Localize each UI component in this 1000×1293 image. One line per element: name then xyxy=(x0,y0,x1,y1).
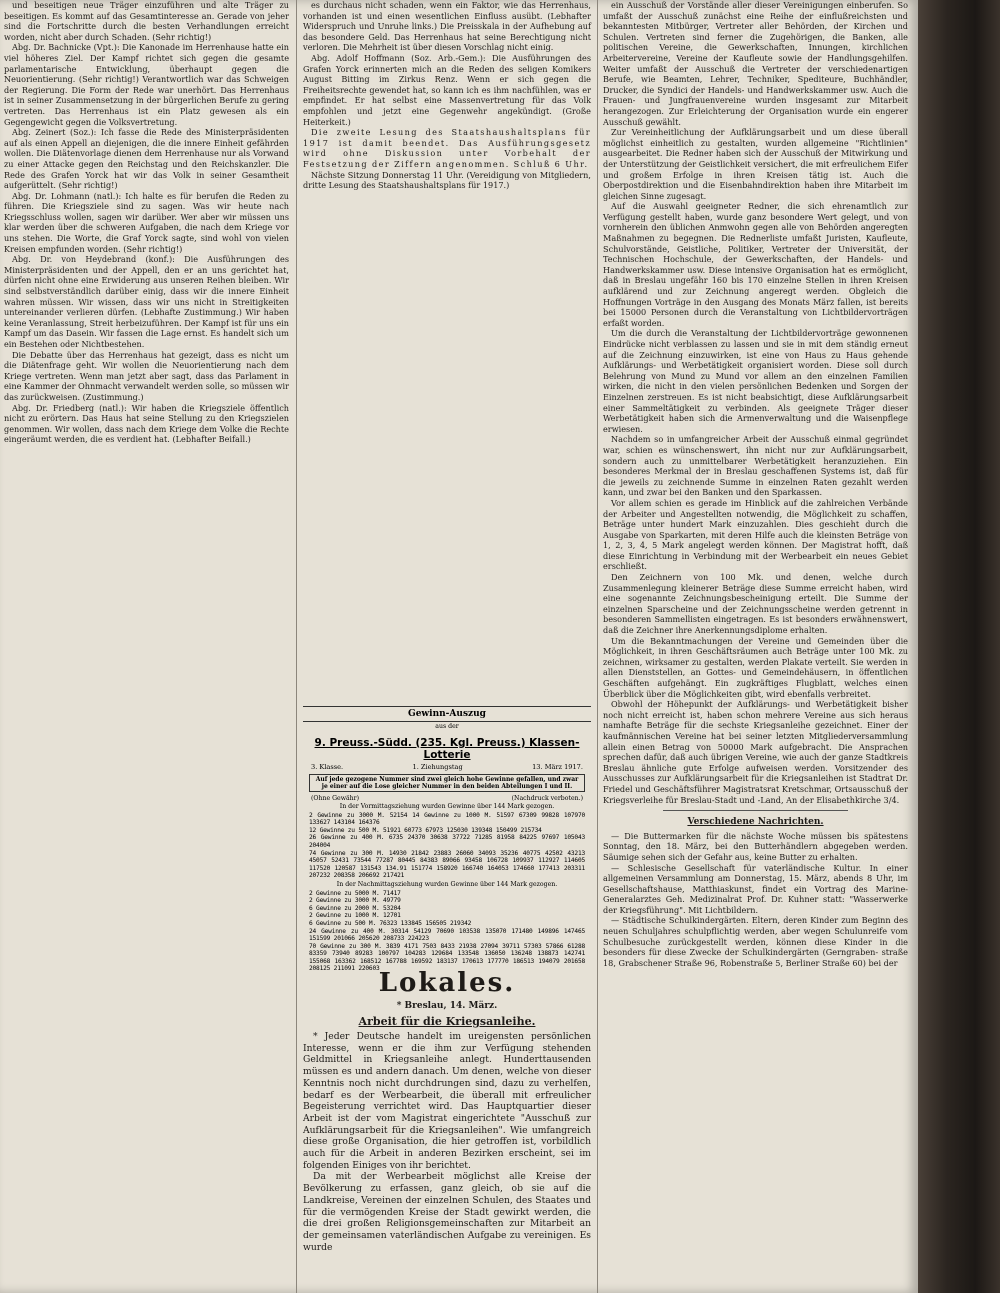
lottery-result-line: 26 Gewinne zu 400 M. 6735 24370 30638 37722 71285 81958 84225 97697 105043 204004 xyxy=(309,834,585,849)
section-title: Lokales. xyxy=(378,968,516,998)
lottery-draw-info xyxy=(311,763,583,771)
article-paragraph: Vor allem schien es gerade im Hinblick auf die zahlreichen Verbände der Arbeiter und Angestellten notwendig, die Möglichkeit zu schaffen, Beträge unter hundert Mark einzuzahlen. Dies geschieht durch die Ausgabe von Sparkarten, mit deren Hilfe auch die kleinsten Beträge von 1, 2, 3, 4, 5 Mark angelegt werden können. Der Magistrat hofft, daß diese Einrichtung in Verbindung mit der Werbearbeit ein neues Gebiet erschließt. xyxy=(603,497,908,572)
no-guarantee-label: (Ohne Gewähr) xyxy=(311,795,360,802)
debate-paragraph: Abg. Zeinert (Soz.): Ich fasse die Rede des Ministerpräsidenten auf als einen Appell an diejenigen, die die innere Einheit gefährden wollen. Die Diätenvorlage dienen dem Herrenhause nur als Vorwand zu einer Attacke gegen den Reichstag und den Reichskanzler. Die Rede des Grafen Yorck hat wir das Volk in seiner Gesamtheit aufgerüttelt. (Sehr richtig!) xyxy=(4,127,289,191)
news-item: — Schlesische Gesellschaft für vaterländische Kultur. In einer allgemeinen Versammlung am Donnerstag, 15. März, abends 8 Uhr, im Gesellschaftshause, Matthiaskunst, findet ein Vortrag des Marine-Generalarztes Geh. Medizinalrat Prof. Dr. Kuhner statt: "Wasserwerke der Kriegsführung". Mit Lichtbildern. xyxy=(603,862,908,915)
lottery-result-line: 2 Gewinne zu 3000 M. 49779 xyxy=(309,897,401,905)
debate-paragraph: es durchaus nicht schaden, wenn ein Faktor, wie das Herrenhaus, vorhanden ist und einen wesentlichen Einfluss ausübt. (Lebhafter Widerspruch und Unruhe links.) Die Preisskala in der Aufhebung auf das besondere Geld. Das Herrenhaus hat seine Berechtigung nicht verloren. Die Mehrheit ist über diesen Vorschlag nicht einig. xyxy=(303,0,591,53)
article-paragraph: Auf die Auswahl geeigneter Redner, die sich ehrenamtlich zur Verfügung gestellt haben, wurde ganz besondere Wert gelegt, und von vornherein den üblichen Anmwohn gegen alle von Behörden angeregten Maßnahmen zu begegnen. Die Rednerliste umfaßt Juristen, Kaufleute, Schulvorstände, Geistliche, Politiker, Vertreter der Universität, der Technischen Hochschule, der Gewerkschaften, der Handels- und Handwerkskammer usw. Diese intensive Organisation hat es ermöglicht, daß in Breslau ungefähr 160 bis 170 einzelne Stellen in ihren Kreisen aufklärend und zur Zeichnung angeregt werden. Obgleich die Hoffnungen Vorträge in den Ausgang des Monats März fallen, ist bereits bei 15000 Personen durch die Veranstaltung von Lichtbildervorträgen erfaßt worden. xyxy=(603,201,908,328)
lottery-klasse: 3. Klasse. xyxy=(311,762,344,771)
news-item: — Städtische Schulkindergärten. Eltern, deren Kinder zum Beginn des neuen Schuljahres schulpflichtig werden, aber wegen Schulunreife vom Schulbesuche zurückgestellt werden, können diese Kinder in die besonders für diese Zwecke der Schulkindergärten (Gerngraben- straße 18, Grabschener Straße 96, Robenstraße 5, Berliner Straße 60) bei der xyxy=(603,915,908,968)
column-war-loan-article xyxy=(603,0,908,1293)
lottery-subheader: aus der xyxy=(435,723,459,730)
lottery-result-line: 74 Gewinne zu 300 M. 14930 21842 23883 26060 34093 35236 40775 42502 43213 45057 52431 73544 77287 80445 84383 89066 93458 106728 109937 112927 114605 117520 120587 131543 134.91 151774 158920 166740 164053 174660 177413 203311 207232 208358 206692 217421 xyxy=(309,849,585,880)
column-rule xyxy=(597,0,598,1293)
lottery-result-line: 2 Gewinne zu 5000 M. 71417 xyxy=(309,889,401,897)
budget-reading-notice: Die zweite Lesung des Staatshaushaltsplans für 1917 ist damit beendet. Das Ausführungsgesetz wird ohne Diskussion unter Vorbehalt der Festsetzung der Ziffern angenommen. Schluß 6 Uhr. xyxy=(303,127,591,169)
lottery-result-line: 24 Gewinne zu 400 M. 30314 54129 70690 103538 135070 171480 149896 147465 151599 201066 205620 208733 224223 xyxy=(309,927,585,943)
article-title: Arbeit für die Kriegsanleihe. xyxy=(358,1015,536,1028)
lottery-header: Gewinn-Auszug xyxy=(303,706,591,722)
article-body xyxy=(303,1031,591,1253)
news-item: — Die Buttermarken für die nächste Woche müssen bis spätestens Sonntag, den 18. März, bei den Butterhändlern abgegeben werden. Säumige sehen sich der Gefahr aus, keine Butter zu erhalten. xyxy=(603,830,908,862)
column-rule xyxy=(296,0,297,1293)
article-paragraph: ein Ausschuß der Vorstände aller dieser Vereinigungen einberufen. So umfaßt der Ausschuß zunächst eine Reihe der einflußreichsten und bekanntesten Mitbürger, Vertreter aller Behörden, der Kirchen und Schulen. Vertreten sind ferner die Zugehörigen, die Banken, alle politischen Vereine, die Gewerkschaften, Innungen, kirchlichen Arbeitervereine, Vereine der Kaufleute sowie der Handlungsgehilfen. Weiter umfaßt der Ausschuß die Vertreter der verschiedenartigen Berufe, wie Beamten, Lehrer, Techniker, Spediteure, Buchhändler, Drucker, die Syndici der Handels- und Handwerkskammer usw. Auch die Frauen- und Jungfrauenvereine wurden insgesamt zur Mitarbeit herangezogen. Zur Erleichterung der Organisation wurde ein engerer Ausschuß gewählt. xyxy=(603,0,908,127)
lottery-result-line: 12 Gewinne zu 500 M. 51921 60773 67973 125030 139348 150499 215734 xyxy=(309,826,542,834)
next-session-notice: Nächste Sitzung Donnerstag 11 Uhr. (Vereidigung von Mitgliedern, dritte Lesung des Staatshaushaltsplans für 1917.) xyxy=(303,169,591,191)
article-paragraph: Nachdem so in umfangreicher Arbeit der Ausschuß einmal gegründet war, schien es wünschenswert, ihn nicht nur zur Aufklärungsarbeit, sondern auch zu unmittelbarer Werbetätigkeit heranzuziehen. Ein besonderes Merkmal der in Breslau geschaffenen Systems ist, daß für die jeweils zu zeichnende Summe in einzelnen Raten gezahlt werden kann, und zwar bei den Banken und den Sparkassen. xyxy=(603,434,908,498)
lottery-notice: Auf jede gezogene Nummer sind zwei gleich hohe Gewinne gefallen, und zwar je einer auf die Lose gleicher Nummer in den beiden Abteilungen I und II. xyxy=(309,774,585,792)
debate-paragraph: Abg. Adolf Hoffmann (Soz. Arb.-Gem.): Die Ausführungen des Grafen Yorck erinnerten mich an die Reden des seligen Komikers August Bitting im Zirkus Renz. Wenn er sich gegen die Freiheitsrechte gewendet hat, so kann ich es ihm nachfühlen, was er empfindet. Er hat selbst eine Massenvertretung für das Volk empfohlen und jetzt eine Gegenwehr angekündigt. (Große Heiterkeit.) xyxy=(303,52,591,127)
news-heading: Verschiedene Nachrichten. xyxy=(687,817,824,828)
no-reprint-label: (Nachdruck verboten.) xyxy=(511,795,583,802)
article-paragraph: Zur Vereinheitlichung der Aufklärungsarbeit und um diese überall möglichst einheitlich zu gestalten, wurden allgemeine "Richtlinien" ausgearbeitet. Die Redner haben sich der Ausschuß der Mitwirkung und der Unterstützung der Geistlichkeit versichert, die mit erfreulichem Eifer und großem Erfolge in ihren Kreisen tätig ist. Auch die Oberpostdirektion und die Eisenbahndirektion haben ihre Mitarbeit im gleichen Sinne zugesagt. xyxy=(603,127,908,201)
lottery-meta xyxy=(311,795,583,802)
dateline: * Breslau, 14. März. xyxy=(396,1001,498,1011)
article-paragraph: Um die durch die Veranstaltung der Lichtbildervorträge gewonnenen Eindrücke nicht verblassen zu lassen und sie in mit dem ständig erneut auf die Zeichnung einzuwirken, ist eine von Haus zu Haus gehende Aufklärungs- und Werbetätigkeit organisiert worden. Diese soll durch Belehrung von Mund zu Mund vor allem an den einzelnen Familien wirken, die nicht in den vielen persönlichen Bedenken und Sorgen der Einzelnen zerstreuen. Es ist nicht beabsichtigt, diese Aufklärungsarbeit einer Sammeltätigkeit zu verbinden. Als geeignete Träger dieser Werbetätigkeit haben sich die Armenverwaltung und die Waisenpflege erwiesen. xyxy=(603,328,908,434)
lottery-result-line: 2 Gewinne zu 3000 M. 52154 14 Gewinne zu 1000 M. 51597 67309 99828 107970 133627 143104 164376 xyxy=(309,811,585,827)
article-paragraph: Da mit der Werbearbeit möglichst alle Kreise der Bevölkerung zu erfassen, ganz gleich, ob sie auf die Landkreise, Vereinen der einzelnen Schulen, des Staates und für die vermögenden Kreise der Stadt gewirkt werden, die die drei großen Religionsgemeinschaften zur Mitarbeit an der gemeinsamen vaterländischen Aufgabe zu vereinigen. Es wurde xyxy=(303,1171,591,1253)
column-parliament-debate xyxy=(4,0,289,1293)
article-paragraph: Den Zeichnern von 100 Mk. und denen, welche durch Zusammenlegung kleinerer Beträge diese Summe erreicht haben, wird eine sogenannte Zeichnungsbescheinigung erteilt. Die Summe der einzelnen Sparscheine und der Zeichnungsscheine werden getrennt in besonderen Sammellisten eingetragen. Es ist besonders erwähnenswert, daß die Zeichner ihre Anerkennungsdiplome erhalten. xyxy=(603,572,908,636)
lottery-result-line: 2 Gewinne zu 1000 M. 12701 xyxy=(309,912,401,920)
debate-paragraph: Abg. Dr. Friedberg (natl.): Wir haben die Kriegsziele öffentlich nicht zu erörtern. Das Haus hat seine Stellung zu den Kriegszielen genommen. Wir wollen, dass nach dem Kriege dem Volke die Rechte eingeräumt werden, die es verdient hat. (Lebhafter Beifall.) xyxy=(4,402,289,445)
morning-draw-heading: In der Vormittagsziehung wurden Gewinne über 144 Mark gezogen. xyxy=(339,803,555,810)
lottery-result-line: 6 Gewinne zu 500 M. 76323 133845 156505 219342 xyxy=(309,919,472,927)
lottery-date: 13. März 1917. xyxy=(532,762,583,771)
debate-paragraph: Abg. Dr. von Heydebrand (konf.): Die Ausführungen des Ministerpräsidenten und der Appell, den er an uns gerichtet hat, dürfen nicht ohne eine Erwiderung aus unseren Reihen bleiben. Wir sind selbstverständlich darüber einig, dass wir die innere Einheit wahren müssen. Wir wissen, dass wir uns nicht in Streitigkeiten untereinander verlieren dürfen. (Lebhafte Zustimmung.) Wir haben keine Veranlassung, Streit herbeizuführen. Der Kampf ist für uns ein Kampf um das Dasein. Wir fassen die Lage ernst. Es handelt sich um ein Bestehen oder Nichtbestehen. xyxy=(4,254,289,349)
debate-paragraph: Abg. Dr. Lohmann (natl.): Ich halte es für berufen die Reden zu führen. Die Kriegsziele sind zu sagen. Was wir heute nach Kriegsschluss wollen, sagen wir darüber. Wer aber wir müssen uns klar werden über die schweren Aufgaben, die nach dem Kriege vor uns stehen. Die Worte, die Graf Yorck sagte, sind wohl von vielen Kreisen empfunden worden. (Sehr richtig!) xyxy=(4,190,289,254)
lottery-result-line: 6 Gewinne zu 2000 M. 53204 xyxy=(309,904,401,912)
article-paragraph: Um die Bekanntmachungen der Vereine und Gemeinden über die Möglichkeit, in ihren Geschäftsräumen auch Beträge unter 100 Mk. zu zeichnen, wirksamer zu gestalten, werden Plakate verteilt. Sie werden in allen Dienststellen, an Gottes- und Gemeindehäusern, in öffentlichen Geschäften aufgehängt. Ein zugkräftiges Flugblatt, welches einen Überblick über die Möglichkeiten gibt, wird ebenfalls verbreitet. xyxy=(603,635,908,699)
lottery-results-box xyxy=(303,706,591,973)
debate-paragraph: und beseitigen neue Träger einzuführen und alte Träger zu beseitigen. Es kommt auf das Gesamtinteresse an. Gerade von jeher sind die Fortschritte durch die besten Verhandlungen erreicht worden, nicht aber durch Schaden. (Sehr richtig!) xyxy=(4,0,289,42)
afternoon-draw-heading: In der Nachmittagsziehung wurden Gewinne über 144 Mark gezogen. xyxy=(336,880,558,888)
section-divider xyxy=(663,810,848,811)
debate-paragraph: Die Debatte über das Herrenhaus hat gezeigt, dass es nicht um die Diätenfrage geht. Wir wollen die Neuorientierung nach dem Kriege vertreten. Wenn man jetzt aber sagt, dass das Parlament in eine Kammer der Ohnmacht verwandelt werden solle, so müssen wir das zurückweisen. (Zustimmung.) xyxy=(4,349,289,402)
article-paragraph: Obwohl der Höhepunkt der Aufklärungs- und Werbetätigkeit bisher noch nicht erreicht ist, haben schon mehrere Vereine aus sich heraus namhafte Beträge für die sechste Kriegsanleihe gezeichnet. Einer der kaufmännischen Vereine hat bei seiner letzten Mitgliederversammlung allein einen Betrag von 50000 Mark aufgebracht. Die Ansprachen sprechen dafür, daß auch übrigen Vereine, wie auch der ganze Stadtkreis Breslau ähnliche gute Erfolge aufweisen werden. Vorsitzender des Ausschusses zur Aufklärungsarbeit für die Kriegsanleihen ist Stadtrat Dr. Friedel und Geschäftsführer Magistratsrat Kretschmar, Ortsausschuß der Kriegsverleihe für Breslau-Stadt und -Land, An der Elisabethkirche 3/4. xyxy=(603,699,908,805)
book-binding-edge xyxy=(918,0,1000,1293)
local-news-section xyxy=(303,962,591,1293)
lottery-ziehungstag: 1. Ziehungstag xyxy=(412,762,463,771)
article-paragraph: * Jeder Deutsche handelt im ureigensten persönlichen Interesse, wenn er die ihm zur Verfügung stehenden Geldmittel in Kriegsanleihe anlegt. Hunderttausenden müssen es und andern danach. Um denen, welche von dieser Kenntnis noch nicht durchdrungen sind, dazu zu verhelfen, bedarf es der Werbearbeit, die überall mit erfreulicher Begeisterung verrichtet wird. Das Hauptquartier dieser Arbeit ist der vom Magistrat eingerichtete "Ausschuß zur Aufklärungsarbeit für die Kriegsanleihen". Wie umfangreich diese große Organisation, die hier getroffen ist, vorbildlich auch für die Arbeit in anderen Bezirken erscheint, sei im folgenden Einiges von ihr berichtet. xyxy=(303,1031,591,1171)
lottery-title: 9. Preuss.-Südd. (235. Kgl. Preuss.) Klassen-Lotterie xyxy=(314,736,580,761)
debate-paragraph: Abg. Dr. Bachnicke (Vpt.): Die Kanonade im Herrenhause hatte ein viel höheres Ziel. Der Kampf richtet sich gegen die gesamte parlamentarische Entwicklung, überhaupt gegen die Neuorientierung. (Sehr richtig!) Verantwortlich war das Schweigen der Regierung. Die Form der Rede war unerhört. Das Herrenhaus ist in seiner Zusammensetzung in der bürgerlichen Berufe zu gering vertreten. Das Herrenhaus ist ein Platz gewesen als ein Gegengewicht gegen die Volksvertretung. xyxy=(4,42,289,127)
lottery-result-line: 70 Gewinne zu 300 M. 3839 4171 7503 8433 21938 27094 39711 57303 57866 61288 83359 73940 89283 100797 104283 129684 133548 136050 136248 138873 142741 155068 163362 168512 167788 169592 183137 170613 177770 186513 194079 201658 208125 211091 220603 xyxy=(309,942,585,973)
